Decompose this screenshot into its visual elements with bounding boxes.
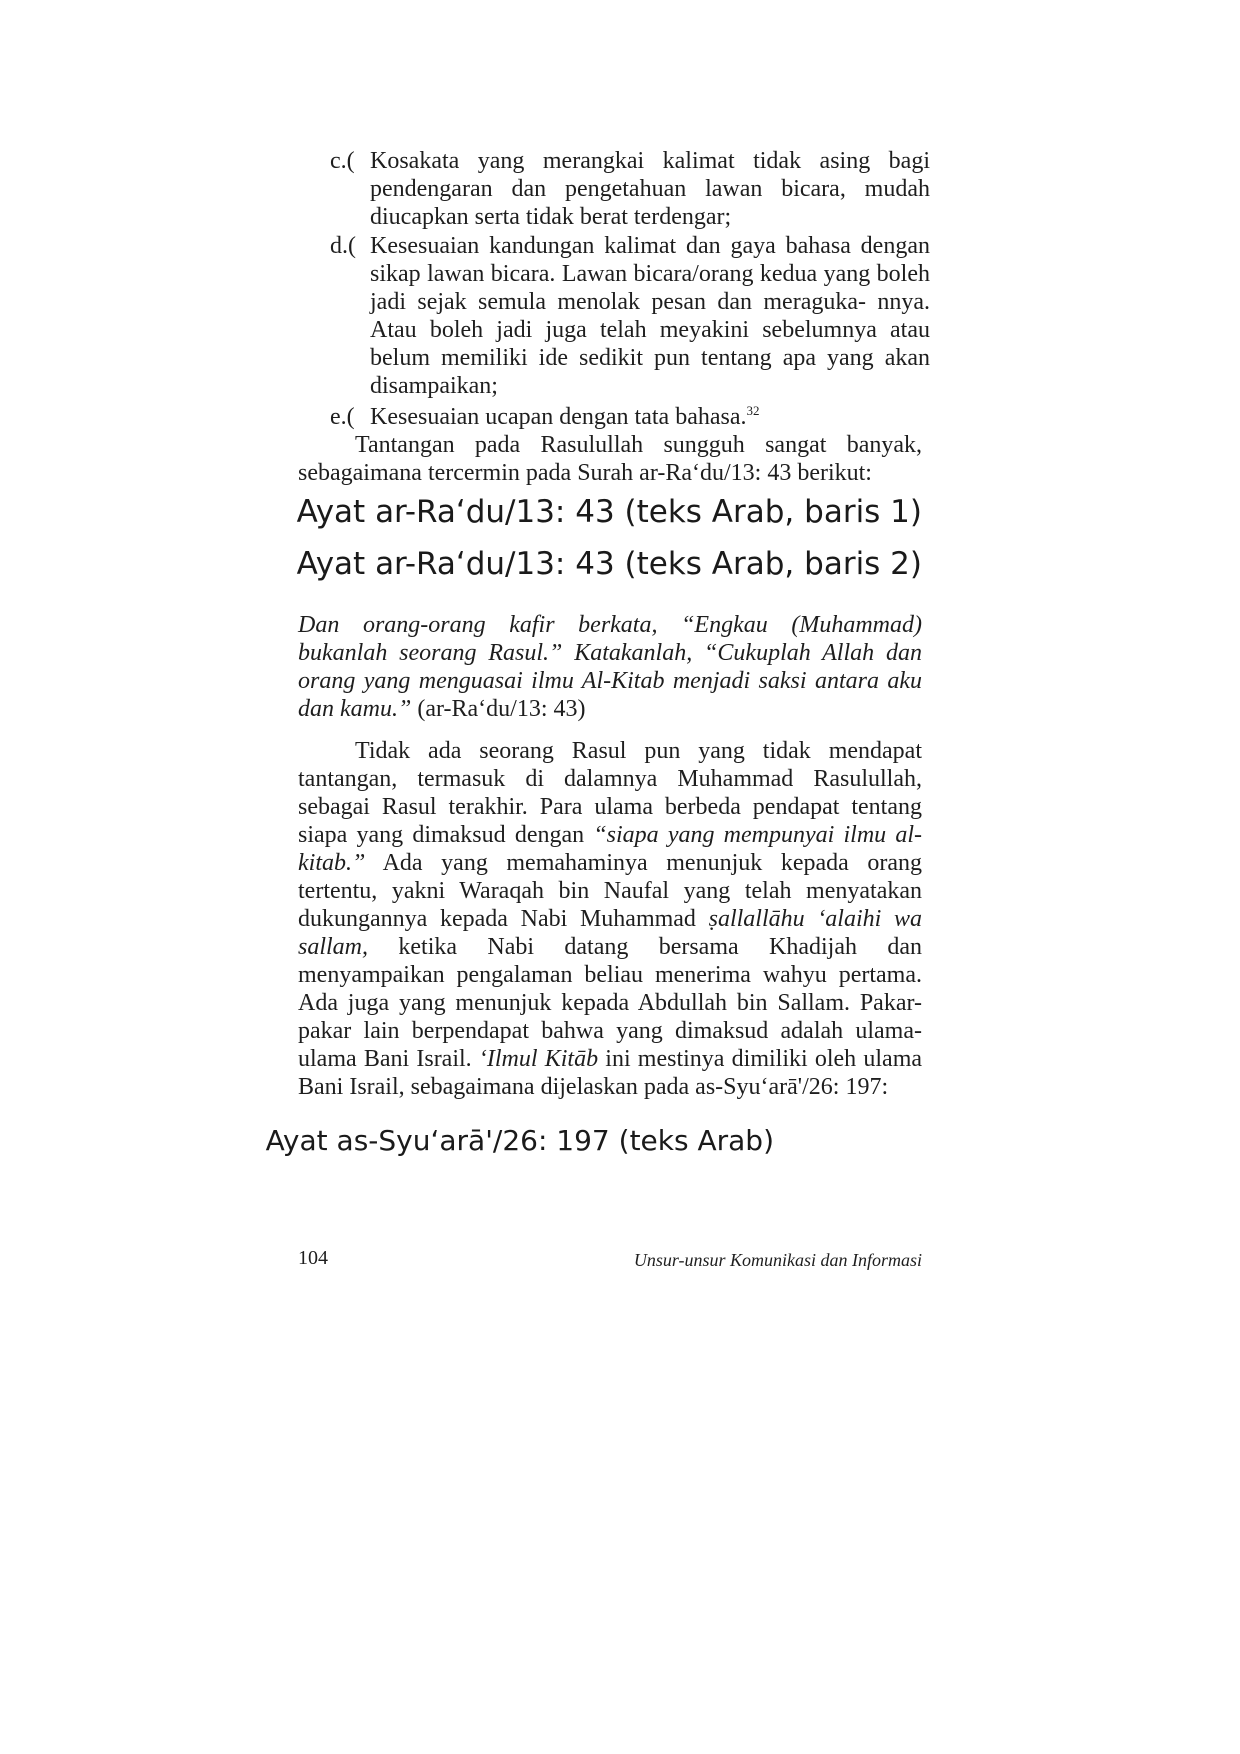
translation-text: Dan orang-orang kafir berkata, “Engkau (Muhammad) bukanlah seorang Rasul.” Katakanlah, “Cukuplah Allah dan orang yang menguasai ilmu Al-Kitab menjadi saksi antara aku dan kamu.” [298, 612, 922, 722]
arabic-verse-block [298, 484, 922, 594]
body-paragraph [298, 737, 922, 1101]
list-marker: c.( [330, 148, 355, 174]
footnote-marker: 32 [746, 403, 760, 418]
body-text-1: Tidak ada seorang Rasul pun yang tidak mendapat tantangan, termasuk di dalamnya Muhammad Rasulullah, sebagai Rasul terakhir. Para ulama berbeda pendapat tentang siapa yang dimaksud dengan [298, 738, 922, 848]
list-item-text: Kosakata yang merangkai kalimat tidak asing bagi pendengaran dan pengetahuan lawan bicara, mudah diucapkan serta tidak berat terdengar; [370, 148, 930, 230]
list-marker: e.( [330, 404, 355, 430]
body-text-2: Ada yang memahaminya menunjuk kepada orang tertentu, yakni Waraqah bin Naufal yang telah menyatakan dukungannya kepada Nabi Muhammad [298, 850, 922, 932]
arabic-verse-line-1: Ayat ar-Ra‘du/13: 43 (teks Arab, baris 1) [296, 494, 922, 530]
body-italic-2: ṣallallāhu ‘alaihi wa sallam, [298, 906, 922, 960]
arabic-verse-line-2: Ayat ar-Ra‘du/13: 43 (teks Arab, baris 2) [296, 546, 922, 582]
list-marker: d.( [330, 233, 356, 259]
list-item-text [370, 403, 930, 431]
arabic-verse-2-line: Ayat as-Syu‘arā'/26: 197 (teks Arab) [265, 1124, 774, 1157]
translation-reference: (ar-Ra‘du/13: 43) [411, 696, 586, 722]
arabic-verse-2 [265, 1120, 774, 1170]
intro-paragraph: Tantangan pada Rasulullah sungguh sangat banyak, sebagaimana tercermin pada Surah ar-Ra‘du/13: 43 berikut: [298, 432, 922, 486]
list-item-text-main: Kesesuaian ucapan dengan tata bahasa. [370, 404, 747, 430]
body-text-3: ketika Nabi datang bersama Khadijah dan menyampaikan pengalaman beliau menerima wahyu pertama. Ada juga yang menunjuk kepada Abdullah bin Sallam. Pakar-pakar lain berpendapat bahwa yang dimaksud adalah ulama-ulama Bani Israil. [298, 934, 922, 1072]
list-item [330, 403, 930, 431]
list-item [330, 232, 930, 400]
body-italic-3: ‘Ilmul Kitāb [478, 1046, 599, 1072]
verse-translation [298, 611, 922, 723]
body-text-4: ini mestinya dimiliki oleh ulama Bani Israil, sebagaimana dijelaskan pada as-Syu‘arā'/26: 197: [298, 1046, 923, 1100]
running-title: Unsur-unsur Komunikasi dan Informasi [633, 1250, 922, 1270]
body-italic-1: “siapa yang mempunyai ilmu al-kitab.” [298, 822, 922, 876]
list-item [330, 147, 930, 231]
page-number: 104 [298, 1247, 328, 1269]
list-item-text: Kesesuaian kandungan kalimat dan gaya bahasa dengan sikap lawan bicara. Lawan bicara/orang kedua yang boleh jadi sejak semula menolak pesan dan meraguka- nnya. Atau boleh jadi juga telah meyakini sebelumnya atau belum memiliki ide sedikit pun tentang apa yang akan disampaikan; [370, 233, 930, 399]
